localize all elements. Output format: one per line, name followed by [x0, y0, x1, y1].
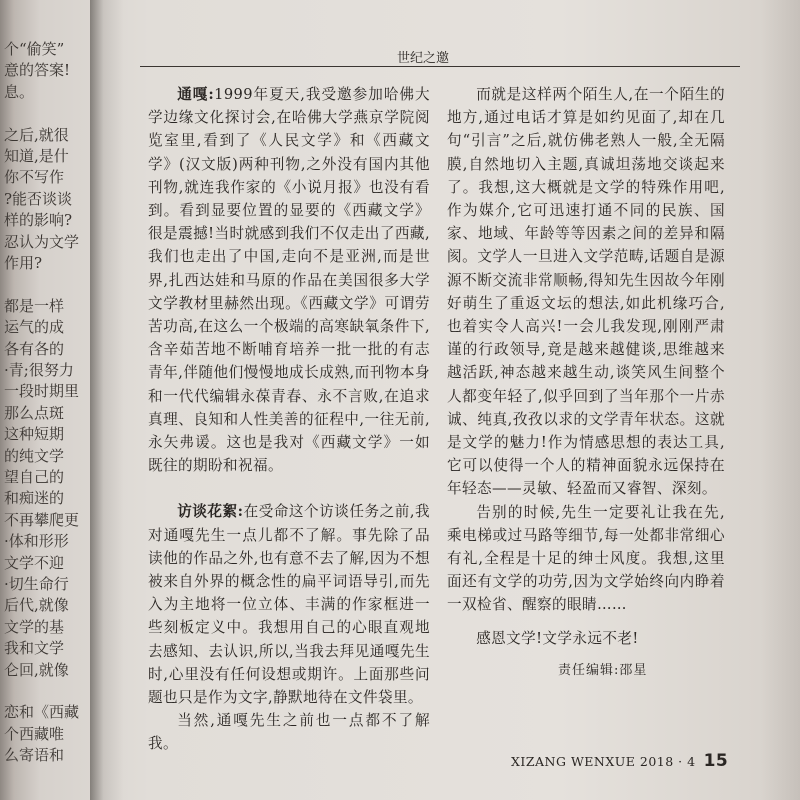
page-footer — [511, 751, 728, 771]
previous-page-line: 这种短期 — [4, 425, 65, 444]
previous-page-line: 各有各的 — [4, 339, 65, 358]
left-text-column — [148, 83, 430, 756]
previous-page-line: ?能否谈谈 — [4, 189, 73, 208]
paragraph-tongga-answer — [148, 83, 430, 477]
book-gutter-shadow — [90, 0, 124, 800]
previous-page-line: 息。 — [4, 82, 35, 101]
speaker-label: 通嘎: — [177, 86, 215, 103]
previous-page-line: 仑回,就像 — [4, 660, 69, 679]
journal-name: XIZANG WENXUE 2018 · 4 — [511, 754, 696, 769]
paragraph-farewell: 告别的时候,先生一定要礼让我在先,乘电梯或过马路等细节,每一处都非常细心有礼,全程是十足的绅士风度。我想,这里面还有文学的功劳,因为文学始终向内睁着一双检省、醒察的眼睛…… — [447, 503, 725, 614]
right-text-column — [447, 83, 725, 650]
previous-page-line: 作用? — [4, 254, 43, 272]
previous-page-line: 运气的成 — [4, 318, 65, 337]
previous-page-line: 那么点斑 — [4, 403, 65, 422]
previous-page-line: ·青;很努力 — [4, 361, 74, 379]
previous-page-line: 样的影响? — [4, 211, 73, 230]
previous-page-line: 恋和《西藏 — [4, 703, 80, 722]
section-label: 访谈花絮: — [177, 503, 244, 521]
previous-page-line: 意的答案! — [4, 61, 71, 80]
previous-page-line: 么寄语和 — [4, 746, 65, 765]
previous-page-line: 个“偷笑” — [4, 40, 65, 58]
previous-page-line: 后代,就像 — [4, 596, 69, 615]
previous-page-line: 你不写作 — [4, 168, 65, 187]
previous-page-line: 望自己的 — [4, 468, 65, 486]
previous-page-line: 的纯文学 — [4, 446, 65, 465]
previous-page-line: ·体和形形 — [4, 532, 69, 551]
header-rule — [140, 66, 740, 67]
previous-page-line: 文学的基 — [4, 617, 65, 636]
previous-page-line: 一段时期里 — [4, 382, 80, 401]
previous-page-line: 不再攀爬更 — [4, 510, 80, 529]
paragraph-closing — [148, 709, 430, 755]
previous-page-line: 知道,是什 — [4, 147, 69, 165]
paragraph-text: 当然,通嘎先生之前也一点都不了解我。 — [148, 712, 430, 753]
paragraph-text: 在受命这个访谈任务之前,我对通嘎先生一点儿都不了解。事先除了品读他的作品之外,也有意不去了解,因为不想被来自外界的概念性的扁平词语导引,而先入为主地将一位立体、丰满的作家框进一些刻板定义中。我想用自己的心眼直观地去感知、去认识,所以,当我去拜见通嘎先生时,心里没有任何设想或期许。上面那些问题也只是作为文字,静默地待在文件袋里。 — [148, 503, 431, 707]
editor-credit: 责任编辑:邵星 — [558, 663, 648, 678]
previous-page-line: 我和文学 — [4, 639, 65, 658]
paragraph-interview-notes — [148, 500, 430, 709]
previous-page-line: 忍认为文学 — [4, 232, 80, 251]
paragraph-literature-bond: 而就是这样两个陌生人,在一个陌生的地方,通过电话才算是如约见面了,却在几句“引言”之后,就仿佛老熟人一般,全无隔膜,自然地切入主题,真诚坦荡地交谈起来了。我想,这大概就是文学的特殊作用吧,作为媒介,它可迅速打通不同的民族、国家、地域、年龄等等因素之间的差异和隔阂。文学人一旦进入文学范畴,话题自是源源不断交流非常顺畅,得知先生因故今年刚好萌生了重返文坛的想法,如此机缘巧合,也着实令人高兴!一会儿我发现,刚刚严肃谨的行政领导,竟是越来越健谈,思维越来越活跃,神态越来越生动,谈笑风生间整个人都变年轻了,似乎回到了当年那个一片赤诚、纯真,孜孜以求的文学青年状态。这就是文学的魅力!作为情感思想的表达工具,它可以使得一个人的精神面貌永远保持在年轻态——灵敏、轻盈而又睿智、深刻。 — [447, 86, 725, 498]
paragraph-text: 1999年夏天,我受邀参加哈佛大学边缘文化探讨会,在哈佛大学燕京学院阅览室里,看到了《人民文学》和《西藏文学》(汉文版)两种刊物,之外没有国内其他刊物,就连我作家的《小说月报》也没有看到。看到显要位置的显要的《西藏文学》很是震撼!当时就感到我们不仅走出了西藏,我们也走出了中国,走向不是亚洲,而是世界,扎西达娃和马原的作品在美国很多大学文学教材里赫然出现。《西藏文学》可谓劳苦功高,在这么一个极端的高寒缺氧条件下,含辛茹苦地不断哺育培养一批一批的有志青年,伴随他们慢慢地成长成熟,而刊物本身和一代代编辑永葆青春、永不言败,在追求真理、良知和人性美善的征程中,一往无前,永矢弗谖。这也是我对《西藏文学》一如既往的期盼和祝福。 — [148, 86, 430, 475]
section-header-title: 世纪之邀 — [397, 51, 450, 66]
previous-page-line: 个西藏唯 — [4, 724, 65, 743]
previous-page-line: 文学不迎 — [4, 553, 65, 572]
previous-page-line: 之后,就很 — [4, 125, 69, 144]
previous-page-line: 和痴迷的 — [4, 489, 65, 508]
closing-exclamation: 感恩文学!文学永远不老! — [476, 629, 639, 647]
previous-page-column — [0, 0, 90, 800]
previous-page-line: ·切生命行 — [4, 575, 69, 593]
page-number: 15 — [703, 751, 729, 771]
previous-page-line: 都是一样 — [4, 296, 65, 315]
